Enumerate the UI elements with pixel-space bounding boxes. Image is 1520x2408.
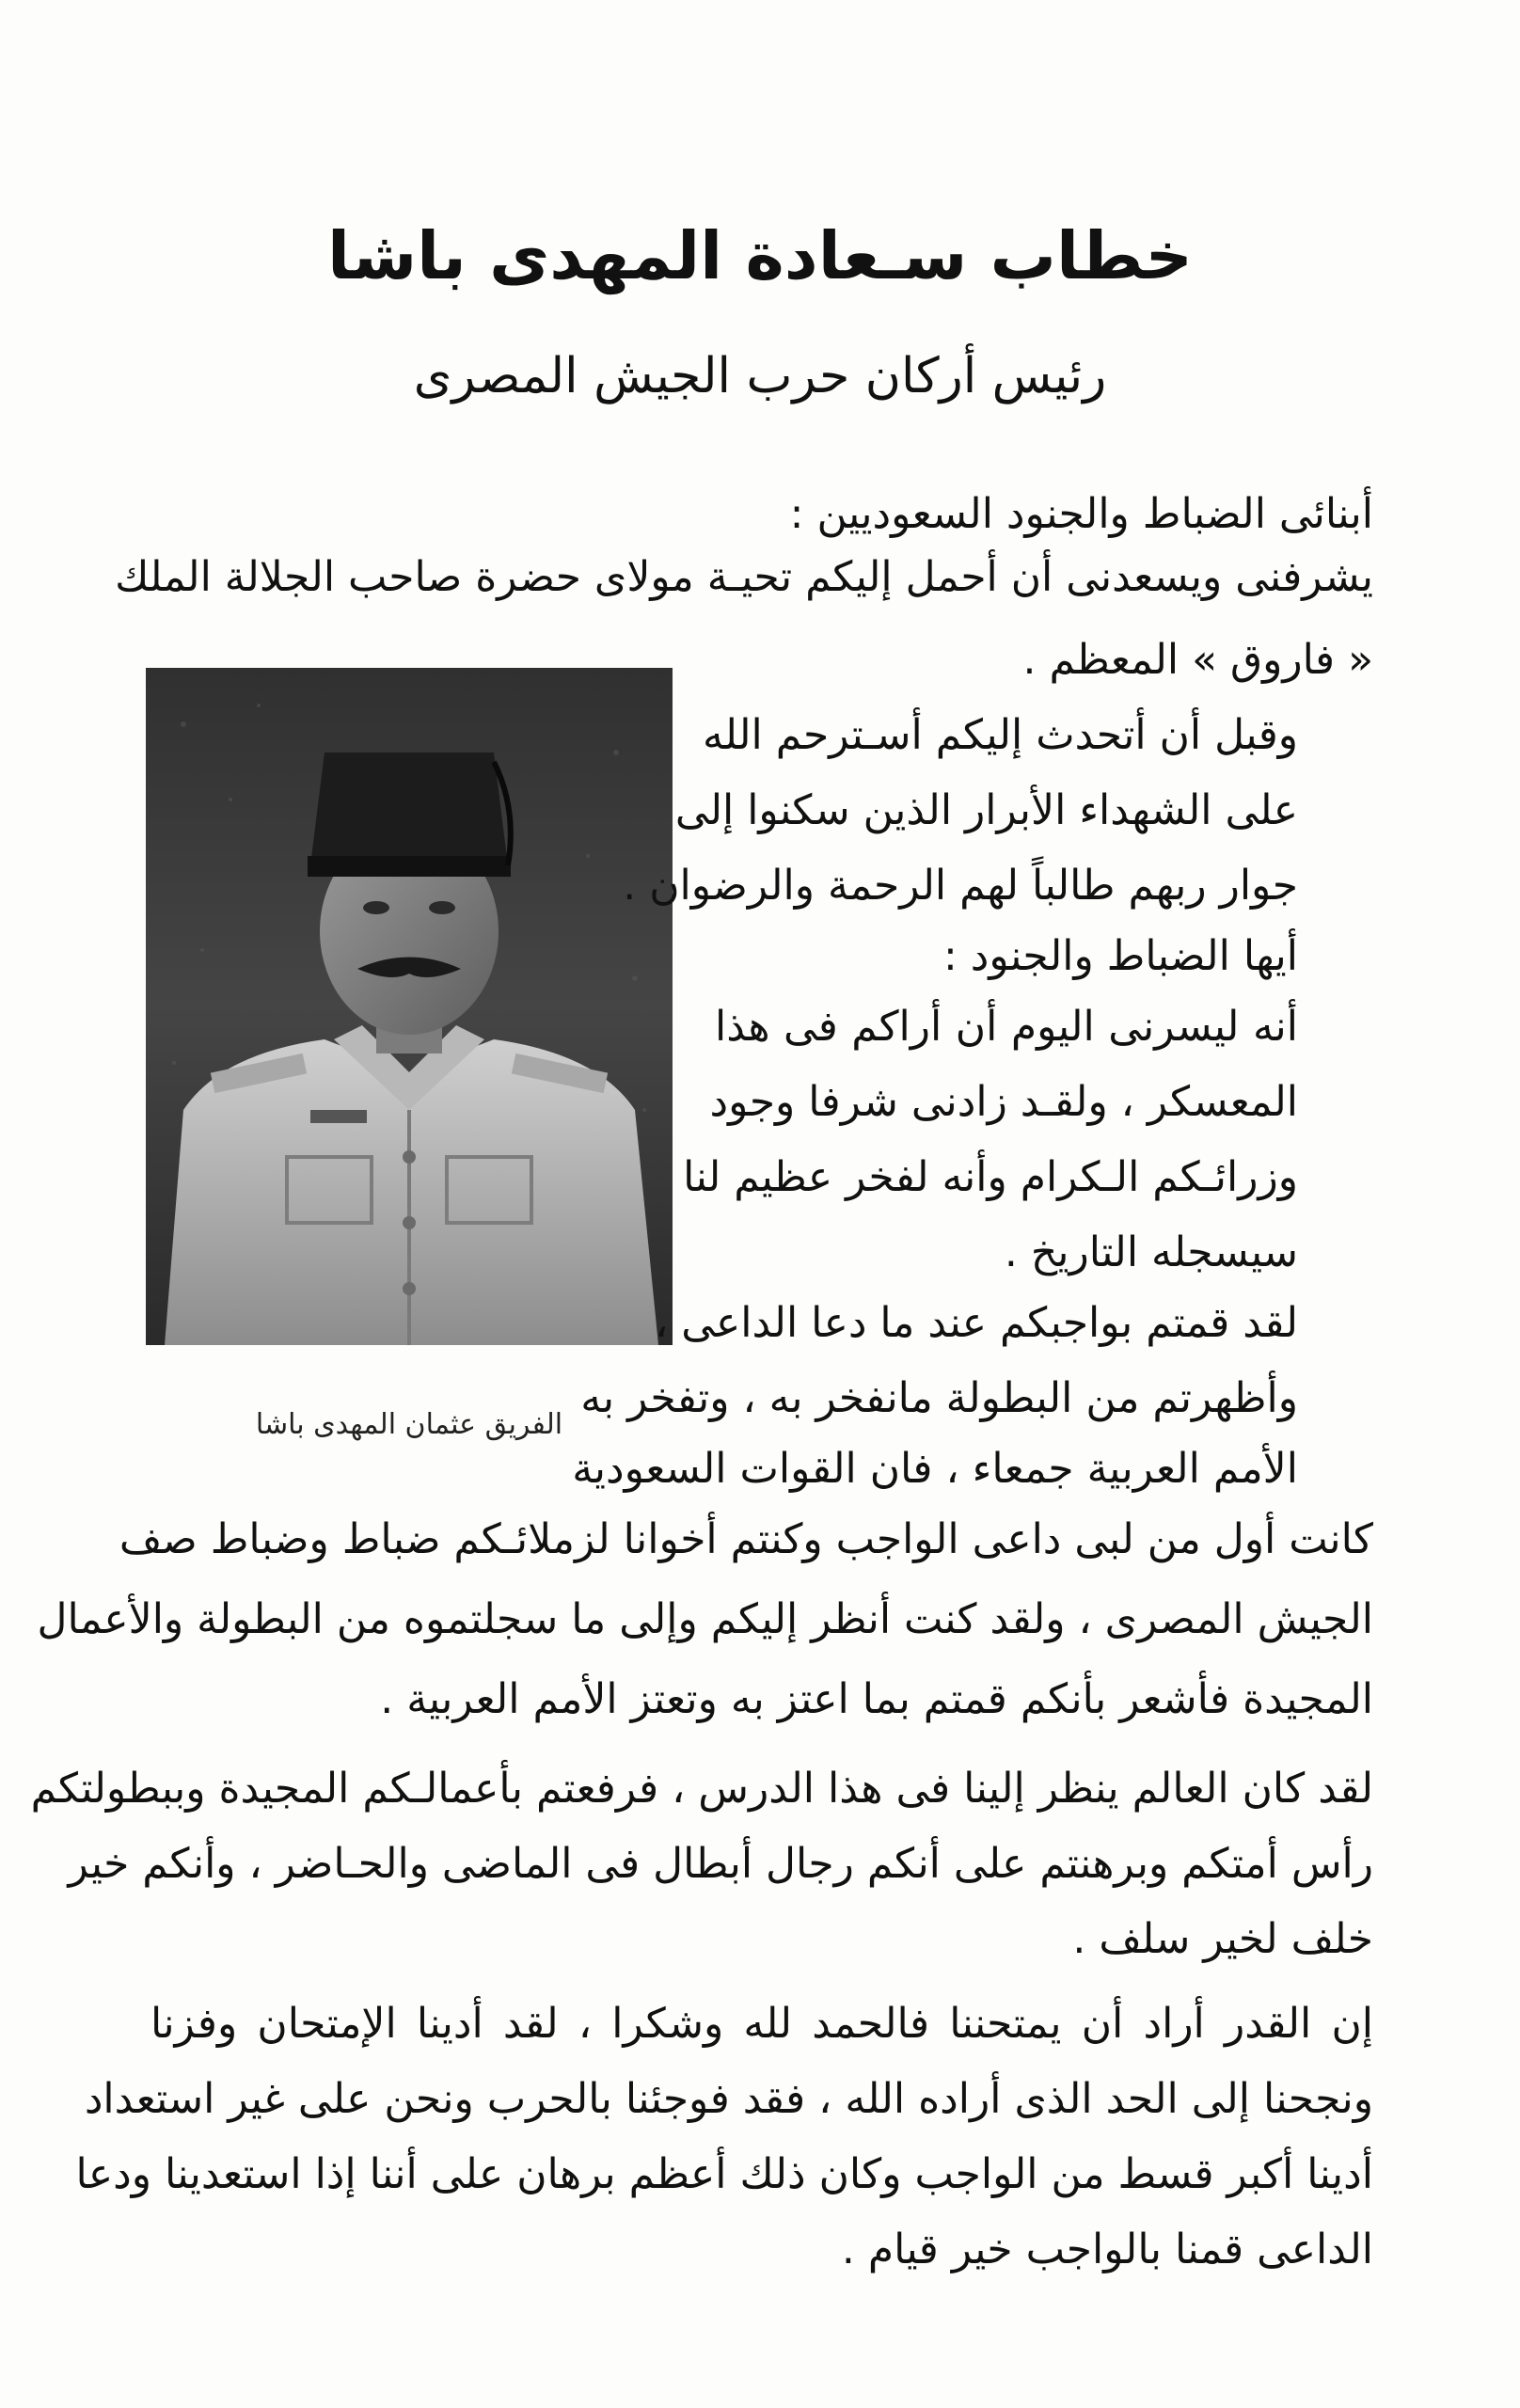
text-line: أبنائى الضباط والجنود السعوديين : xyxy=(789,490,1373,538)
text-line: المجيدة فأشعر بأنكم قمتم بما اعتز به وتعتز الأمم العربية . xyxy=(380,1675,1373,1723)
text-line: خلف لخير سلف . xyxy=(1072,1915,1373,1963)
text-line: أيها الضباط والجنود : xyxy=(943,932,1298,980)
text-line: وقبل أن أتحدث إليكم أسـترحم الله xyxy=(702,711,1298,759)
text-line: رأس أمتكم وبرهنتم على أنكم رجال أبطال فى الماضى والحـاضر ، وأنكم خير xyxy=(68,1840,1373,1888)
text-line: كانت أول من لبى داعى الواجب وكنتم أخوانا لزملائـكم ضباط وضباط صف xyxy=(119,1515,1373,1563)
text-line: أنه ليسرنى اليوم أن أراكم فى هذا xyxy=(715,1003,1298,1051)
text-line: وأظهرتم من البطولة مانفخر به ، وتفخر به xyxy=(580,1374,1298,1422)
portrait-illustration xyxy=(146,668,673,1345)
text-line: الداعى قمنا بالواجب خير قيام . xyxy=(841,2226,1373,2273)
text-line: سيسجله التاريخ . xyxy=(1004,1228,1298,1276)
text-line: المعسكر ، ولقـد زادنى شرفا وجود xyxy=(709,1078,1298,1126)
text-line: « فاروق » المعظم . xyxy=(1022,636,1373,684)
text-line: الجيش المصرى ، ولقد كنت أنظر إليكم وإلى ما سجلتموه من البطولة والأعمال xyxy=(37,1595,1373,1643)
text-line: جوار ربهم طالباً لهم الرحمة والرضوان . xyxy=(623,862,1298,910)
text-line: أدينا أكبر قسط من الواجب وكان ذلك أعظم برهان على أننا إذا استعدينا ودعا xyxy=(75,2150,1373,2198)
page-title: خطاب سـعادة المهدى باشا xyxy=(327,217,1193,294)
text-line: إن القدر أراد أن يمتحننا فالحمد لله وشكرا ، لقد أدينا الإمتحان وفزنا xyxy=(150,2000,1373,2048)
text-line: ونجحنا إلى الحد الذى أراده الله ، فقد فوجئنا بالحرب ونحن على غير استعداد xyxy=(84,2075,1373,2123)
portrait-photo xyxy=(146,668,673,1345)
page-subtitle: رئيس أركان حرب الجيش المصرى xyxy=(413,348,1107,404)
text-line: وزرائـكم الـكرام وأنه لفخر عظيم لنا xyxy=(683,1153,1298,1201)
text-line: الأمم العربية جمعاء ، فان القوات السعودية xyxy=(572,1445,1298,1493)
text-line: على الشهداء الأبرار الذين سكنوا إلى xyxy=(674,786,1298,834)
text-line: لقد قمتم بواجبكم عند ما دعا الداعى ، xyxy=(655,1299,1298,1347)
photo-caption: الفريق عثمان المهدى باشا xyxy=(255,1408,563,1441)
text-line: يشرفنى ويسعدنى أن أحمل إليكم تحيـة مولاى حضرة صاحب الجلالة الملك xyxy=(115,553,1373,601)
text-line: لقد كان العالم ينظر إلينا فى هذا الدرس ، فرفعتم بأعمالـكم المجيدة وببطولتكم xyxy=(30,1765,1373,1813)
